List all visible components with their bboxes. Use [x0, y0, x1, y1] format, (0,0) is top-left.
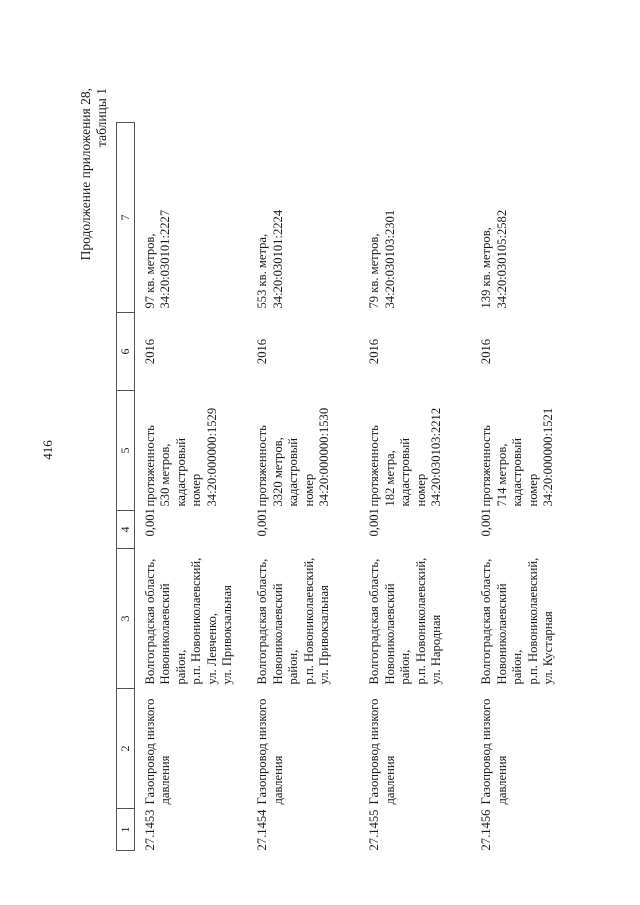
object-parameters-line: протяженность [479, 425, 494, 507]
object-parameters-line: протяженность [143, 425, 157, 507]
table-row [135, 123, 248, 851]
object-name-line: давления [382, 755, 397, 805]
object-address-line: район, [510, 649, 525, 685]
object-address [135, 549, 248, 689]
object-parameters-line: 34:20:000000:1521 [541, 407, 556, 507]
land-plot-info [135, 123, 248, 313]
object-parameters-line: кадастровый [286, 437, 301, 507]
land-plot-info-line: 97 кв. метров, [143, 233, 157, 309]
object-address-line: Волгоградская область, [479, 558, 494, 685]
land-plot-info-line: 34:20:030101:2227 [158, 209, 173, 309]
share-value: 0,001 [143, 508, 157, 537]
land-plot-info [247, 123, 359, 313]
object-parameters-line: кадастровый [173, 437, 188, 507]
object-parameters-line: номер [525, 473, 540, 507]
object-parameters-line: 34:20:000000:1529 [204, 407, 219, 507]
object-parameters-line: номер [301, 473, 316, 507]
continuation-line-1: Продолжение приложения 28, [78, 88, 93, 261]
page-number: 416 [40, 440, 55, 460]
object-address-line: ул. Левченко, [204, 613, 219, 685]
object-address-line: район, [173, 649, 188, 685]
continuation-line-2: таблицы 1 [94, 88, 109, 147]
object-address-line: р.п. Новониколаевский, [525, 557, 540, 685]
row-number: 27.1453 [143, 809, 157, 851]
continuation-note [78, 88, 110, 260]
object-name [471, 689, 583, 809]
column-header: 5 [117, 391, 135, 511]
row-number: 27.1454 [255, 809, 270, 851]
object-name-line: Газопровод низкого [367, 698, 382, 805]
object-address [247, 549, 359, 689]
object-name-line: Газопровод низкого [143, 698, 157, 805]
land-plot-info-line: 34:20:030101:2224 [270, 209, 285, 309]
object-address-line: Новониколаевский [158, 583, 173, 685]
column-header: 3 [117, 549, 135, 689]
object-parameters-line: 34:20:000000:1530 [317, 407, 332, 507]
object-name-line: давления [158, 755, 173, 805]
row-number: 27.1456 [479, 809, 494, 851]
commission-year: 2016 [479, 338, 494, 365]
object-parameters [471, 391, 583, 511]
object-parameters-line: протяженность [255, 425, 270, 507]
land-plot-info [471, 123, 583, 313]
object-address-line: р.п. Новониколаевский, [189, 557, 204, 685]
object-address-line: Новониколаевский [382, 583, 397, 685]
row-number: 27.1455 [367, 809, 382, 851]
share-value: 0,001 [255, 508, 270, 537]
object-name-line: давления [494, 755, 509, 805]
commission-year: 2016 [255, 338, 270, 365]
land-plot-info [359, 123, 471, 313]
object-address-line: Волгоградская область, [367, 558, 382, 685]
column-header: 2 [117, 689, 135, 809]
commission-year: 2016 [143, 338, 157, 365]
commission-year: 2016 [367, 338, 382, 365]
registry-table [116, 122, 583, 851]
object-parameters-line: 182 метра, [382, 450, 397, 507]
land-plot-info-line: 139 кв. метров, [479, 227, 494, 309]
object-address [471, 549, 583, 689]
object-address-line: ул. Привокзальная [220, 585, 235, 685]
object-name-line: Газопровод низкого [479, 698, 494, 805]
object-parameters-line: 530 метров, [158, 443, 173, 507]
object-name-line: Газопровод низкого [255, 698, 270, 805]
column-header: 4 [117, 511, 135, 549]
land-plot-info-line: 34:20:030105:2582 [494, 209, 509, 309]
land-plot-info-line: 553 кв. метра, [255, 233, 270, 309]
object-parameters-line: 3320 метров, [270, 437, 285, 507]
land-plot-info-line: 79 кв. метров, [367, 233, 382, 309]
land-plot-info-line: 34:20:030103:2301 [382, 209, 397, 309]
object-parameters-line: 34:20:030103:2212 [429, 407, 444, 507]
object-address-line: Новониколаевский [494, 583, 509, 685]
object-name [135, 689, 248, 809]
column-header: 1 [117, 809, 135, 851]
object-parameters [135, 391, 248, 511]
column-header: 6 [117, 313, 135, 391]
share-value: 0,001 [479, 508, 494, 537]
table-row [471, 123, 583, 851]
column-header: 7 [117, 123, 135, 313]
object-address-line: ул. Народная [429, 614, 444, 685]
object-address-line: Волгоградская область, [143, 558, 157, 685]
column-number-header [117, 123, 135, 851]
object-address-line: район, [286, 649, 301, 685]
object-parameters-line: кадастровый [398, 437, 413, 507]
object-address-line: ул. Кустарная [541, 611, 556, 685]
object-address-line: Новониколаевский [270, 583, 285, 685]
table-row [359, 123, 471, 851]
object-parameters-line: кадастровый [510, 437, 525, 507]
object-address [359, 549, 471, 689]
object-address-line: р.п. Новониколаевский, [413, 557, 428, 685]
object-parameters-line: протяженность [367, 425, 382, 507]
object-name-line: давления [270, 755, 285, 805]
object-parameters-line: 714 метров, [494, 443, 509, 507]
share-value: 0,001 [367, 508, 382, 537]
object-address-line: Волгоградская область, [255, 558, 270, 685]
object-parameters [247, 391, 359, 511]
object-parameters [359, 391, 471, 511]
object-address-line: ул. Привокзальная [317, 585, 332, 685]
object-parameters-line: номер [189, 473, 204, 507]
object-name [247, 689, 359, 809]
object-address-line: р.п. Новониколаевский, [301, 557, 316, 685]
table-row [247, 123, 359, 851]
object-address-line: район, [398, 649, 413, 685]
object-name [359, 689, 471, 809]
object-parameters-line: номер [413, 473, 428, 507]
